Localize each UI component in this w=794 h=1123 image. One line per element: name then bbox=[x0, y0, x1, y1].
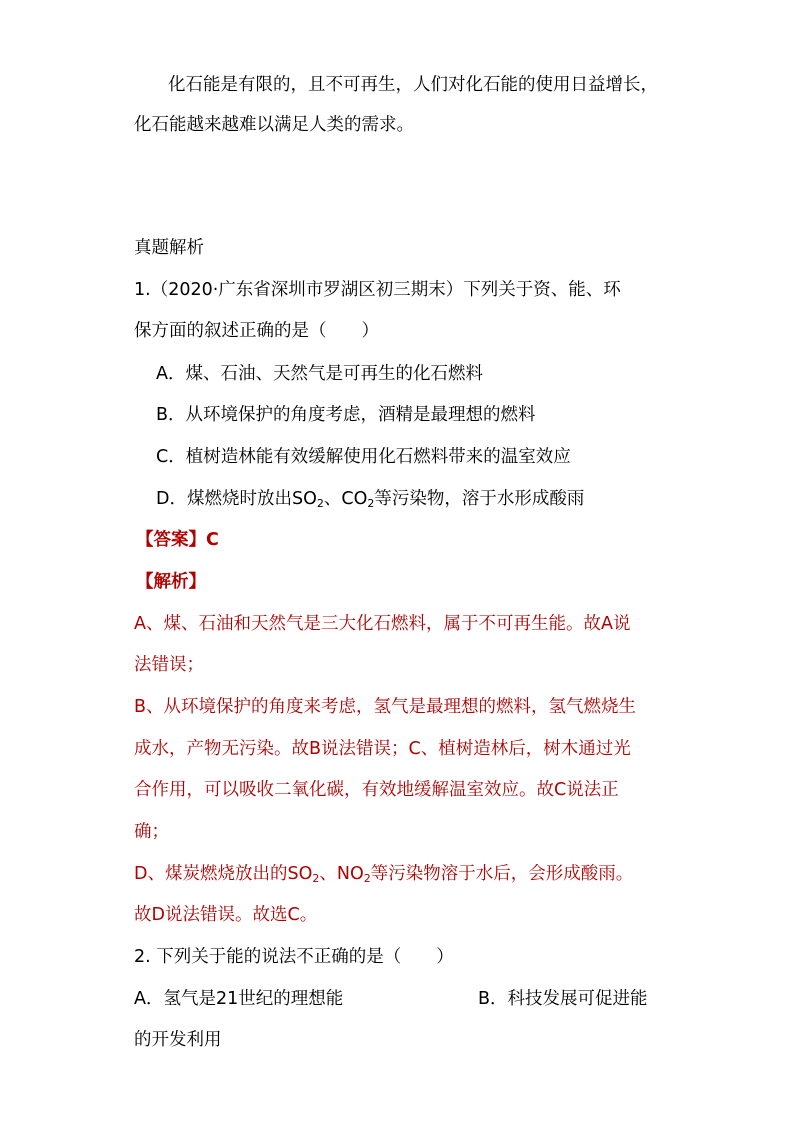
option-d-text-start: D．煤燃烧时放出SO bbox=[156, 489, 317, 509]
question-1-line-2: 保方面的叙述正确的是（ ） bbox=[134, 321, 379, 341]
option-d-text-mid: 、CO bbox=[323, 489, 368, 509]
question-1-line-1: 1.（2020·广东省深圳市罗湖区初三期末）下列关于资、能、环 bbox=[134, 280, 621, 300]
question-1-option-a: A．煤、石油、天然气是可再生的化石燃料 bbox=[156, 364, 483, 384]
question-1-option-b: B．从环境保护的角度考虑，酒精是最理想的燃料 bbox=[156, 405, 536, 425]
question-2-line-3: 的开发利用 bbox=[134, 1030, 222, 1050]
question-2-options-row bbox=[134, 986, 343, 1012]
analysis-b-line-1: B、从环境保护的角度来考虑，氢气是最理想的燃料，氢气燃烧生 bbox=[134, 697, 637, 717]
question-2-option-a: A．氢气是21世纪的理想能 bbox=[134, 989, 344, 1009]
question-1-option-c: C．植树造林能有效缓解使用化石燃料带来的温室效应 bbox=[156, 447, 571, 467]
analysis-d-text-mid: 、NO bbox=[319, 864, 364, 884]
question-2-option-b: B．科技发展可促进能 bbox=[478, 989, 648, 1009]
analysis-d-line-1 bbox=[134, 861, 633, 887]
option-d-subscript-1: 2 bbox=[316, 497, 324, 510]
intro-line-1: 化石能是有限的，且不可再生，人们对化石能的使用日益增长， bbox=[168, 75, 658, 95]
analysis-d-subscript-1: 2 bbox=[312, 872, 320, 885]
intro-line-2: 化石能越来越难以满足人类的需求。 bbox=[134, 115, 414, 135]
analysis-b-line-3: 合作用，可以吸收二氧化碳，有效地缓解温室效应。故C说法正 bbox=[134, 780, 619, 800]
question-2-line-1: 2. 下列关于能的说法不正确的是（ ） bbox=[134, 947, 454, 967]
option-d-text-end: 等污染物，溶于水形成酸雨 bbox=[374, 489, 585, 509]
analysis-d-line-2: 故D说法错误。故选C。 bbox=[134, 905, 318, 925]
analysis-label: 【解析】 bbox=[136, 572, 206, 592]
option-d-subscript-2: 2 bbox=[367, 497, 375, 510]
analysis-b-line-4: 确； bbox=[134, 822, 169, 842]
analysis-d-text-end: 等污染物溶于水后，会形成酸雨。 bbox=[370, 864, 634, 884]
analysis-d-subscript-2: 2 bbox=[363, 872, 371, 885]
analysis-a-line-2: 法错误； bbox=[134, 655, 204, 675]
analysis-b-line-2: 成水，产物无污染。故B说法错误；C、植树造林后，树木通过光 bbox=[134, 739, 631, 759]
analysis-a-line-1: A、煤、石油和天然气是三大化石燃料，属于不可再生能。故A说 bbox=[134, 614, 631, 634]
question-1-option-d bbox=[156, 486, 584, 512]
answer-label: 【答案】C bbox=[136, 530, 219, 550]
section-title: 真题解析 bbox=[134, 238, 204, 258]
analysis-d-text-start: D、煤炭燃烧放出的SO bbox=[134, 864, 313, 884]
